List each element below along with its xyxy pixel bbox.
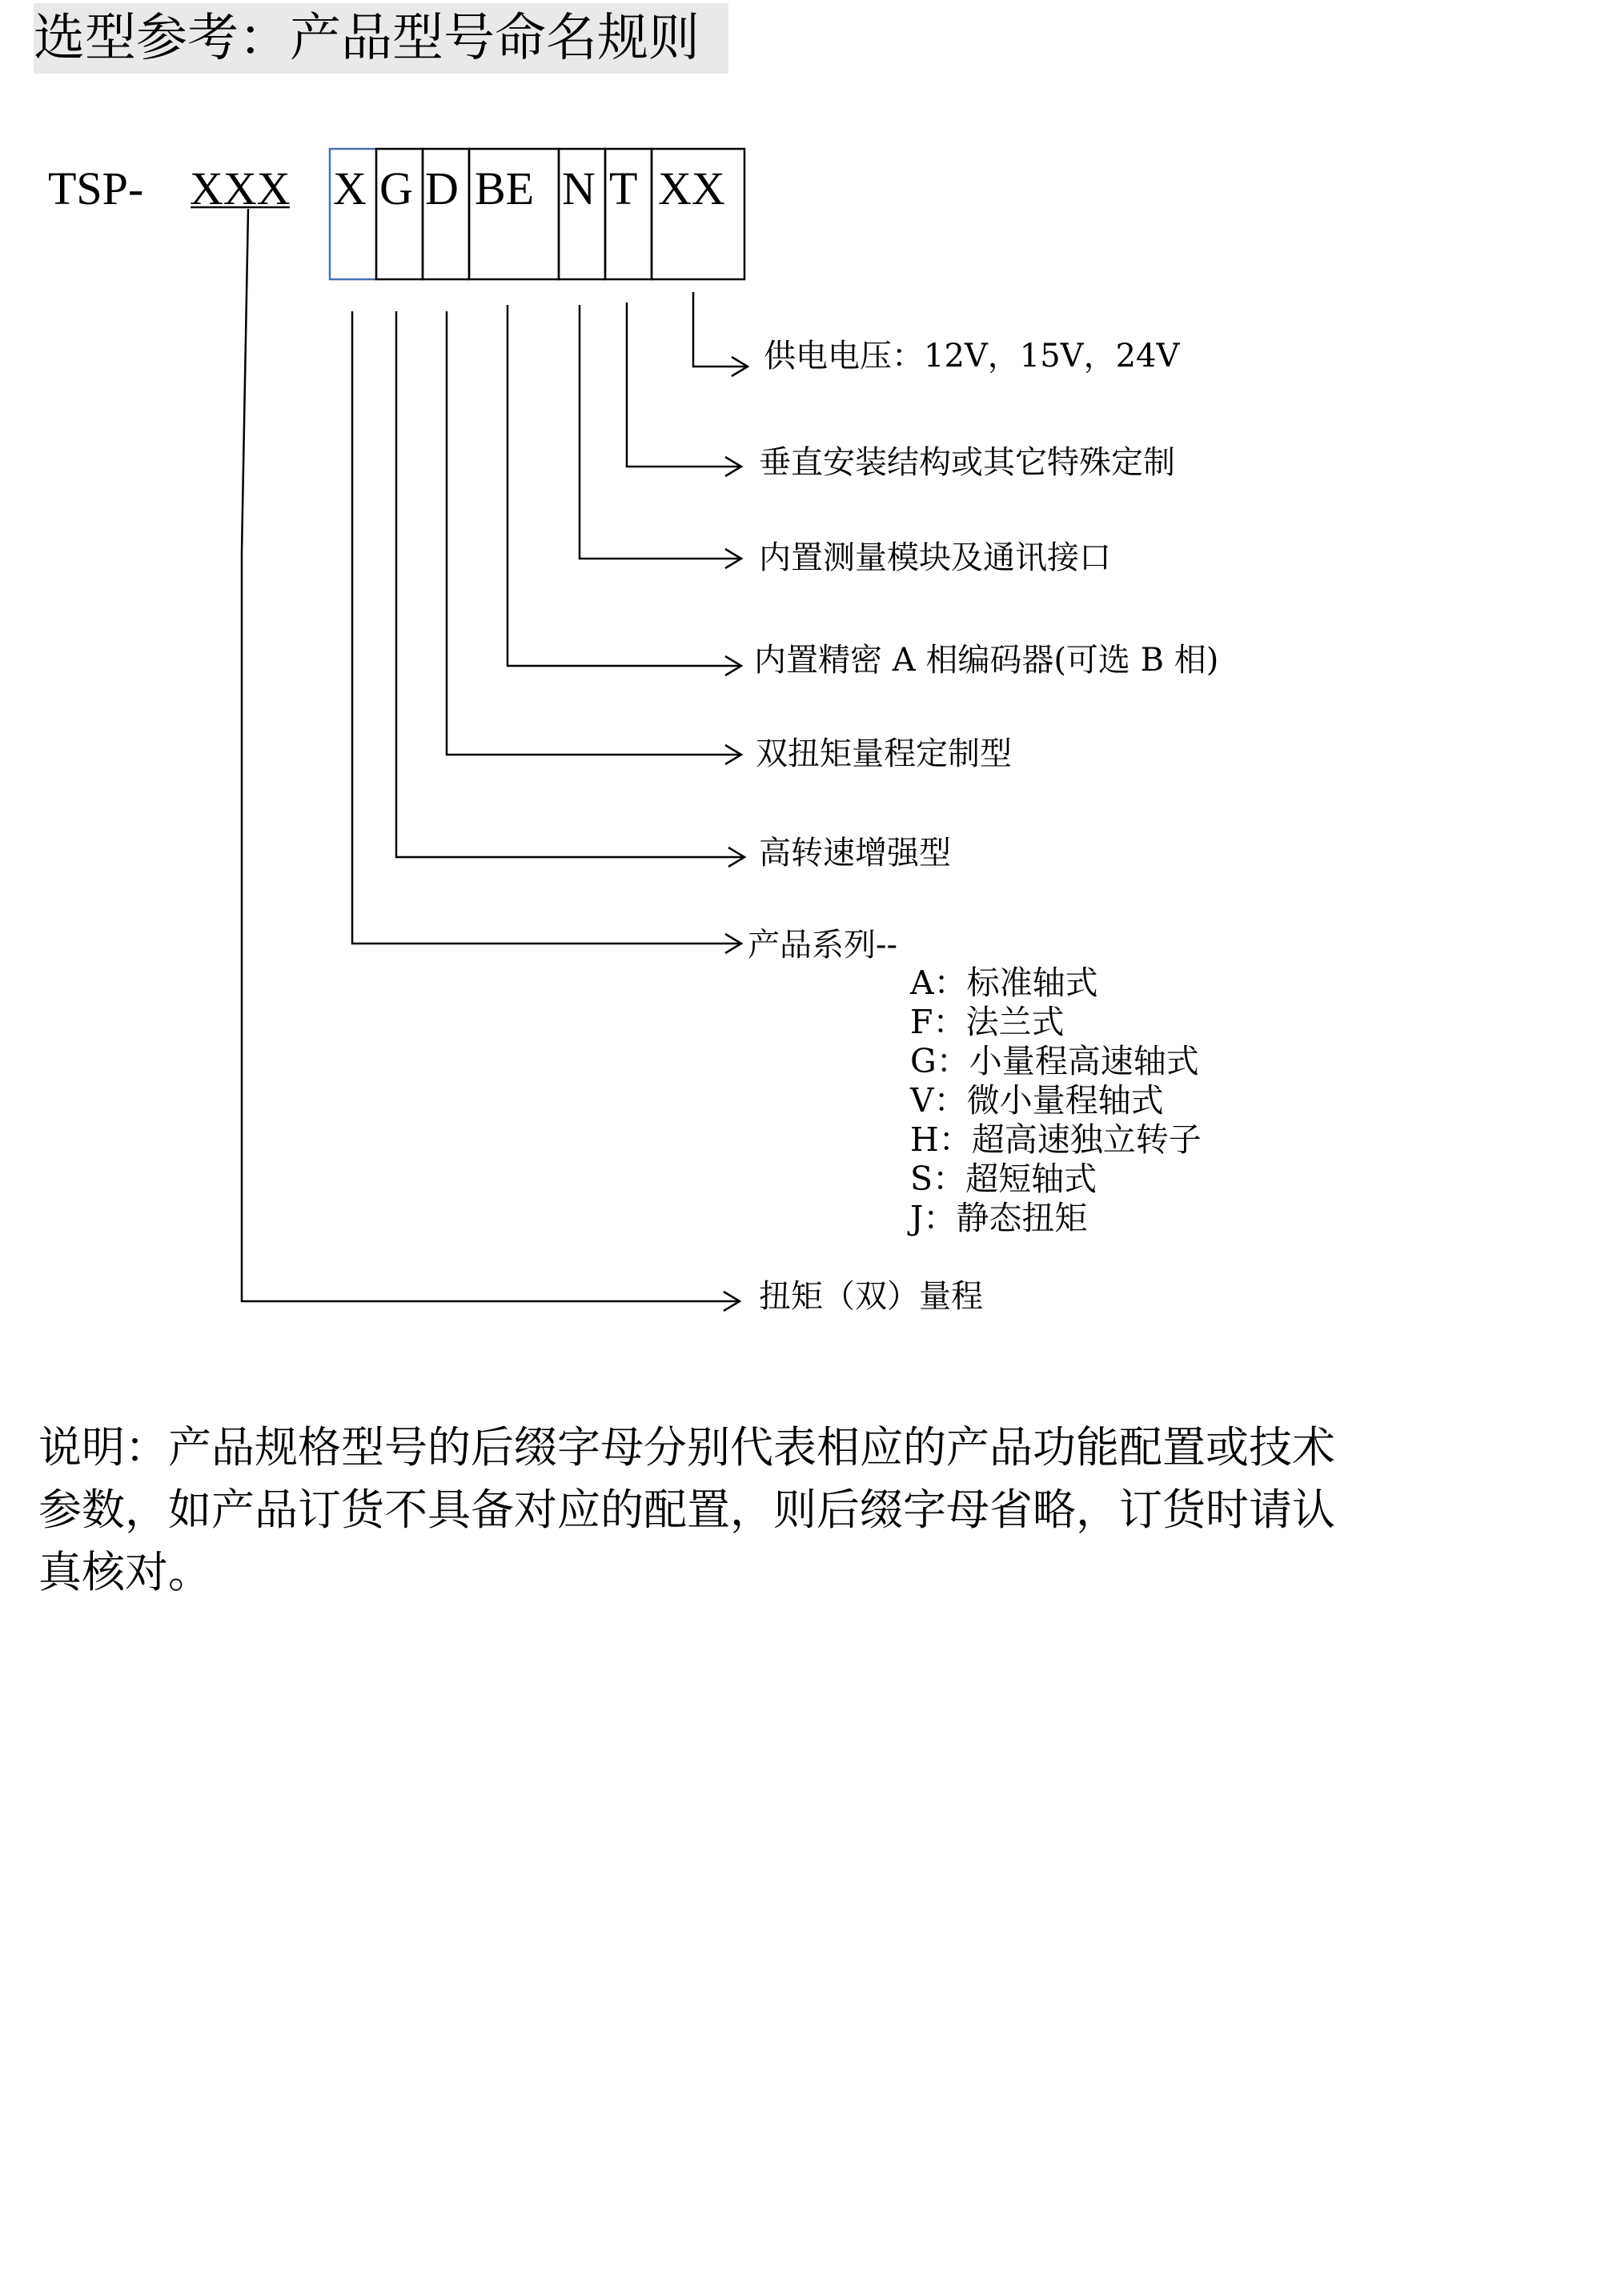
- label-vertical-mount: 垂直安装结构或其它特殊定制: [759, 444, 1175, 481]
- label-voltage: 供电电压：12V，15V，24V: [764, 338, 1180, 375]
- segment-n: N: [562, 162, 596, 214]
- label-torque-range: 扭矩（双）量程: [759, 1278, 983, 1315]
- label-built-in-module: 内置测量模块及通讯接口: [759, 539, 1111, 576]
- segment-be: BE: [475, 162, 535, 214]
- series-option: A：标准轴式: [910, 964, 1098, 1002]
- connector-encoder: [508, 305, 741, 666]
- connector-voltage: [693, 292, 748, 367]
- connector-built-in-module: [580, 305, 741, 559]
- segment-xx: XX: [658, 162, 725, 214]
- connector-vertical-mount: [627, 303, 741, 467]
- page-title: 选型参考：产品型号命名规则: [34, 3, 728, 74]
- segment-x: X: [333, 162, 367, 214]
- range-code: XXX: [190, 162, 291, 214]
- connector-high-speed: [396, 311, 744, 857]
- segment-t: T: [609, 162, 638, 214]
- label-dual-range: 双扭矩量程定制型: [756, 735, 1012, 772]
- explanation-note: [38, 1416, 1431, 1604]
- series-option: V：微小量程轴式: [910, 1081, 1164, 1120]
- note-line: 说明：产品规格型号的后缀字母分别代表相应的产品功能配置或技术: [38, 1422, 1335, 1473]
- note-line: 参数，如产品订货不具备对应的配置，则后缀字母省略，订货时请认: [38, 1485, 1335, 1535]
- series-option: S：超短轴式: [910, 1160, 1097, 1198]
- series-option: F：法兰式: [910, 1003, 1065, 1041]
- connector-series: [352, 311, 741, 944]
- label-series: 产品系列--: [748, 927, 898, 964]
- segment-g: G: [379, 162, 413, 214]
- model-prefix: TSP-: [48, 162, 144, 214]
- series-option: J：静态扭矩: [910, 1199, 1088, 1237]
- series-option: G：小量程高速轴式: [910, 1042, 1199, 1080]
- segment-d: D: [425, 162, 459, 214]
- series-options-list: [910, 964, 1202, 1238]
- connector-dual-range: [447, 311, 741, 755]
- label-encoder: 内置精密 A 相编码器(可选 B 相): [754, 642, 1219, 679]
- note-line: 真核对。: [38, 1547, 211, 1597]
- series-option: H：超高速独立转子: [910, 1120, 1202, 1159]
- label-high-speed: 高转速增强型: [759, 835, 951, 872]
